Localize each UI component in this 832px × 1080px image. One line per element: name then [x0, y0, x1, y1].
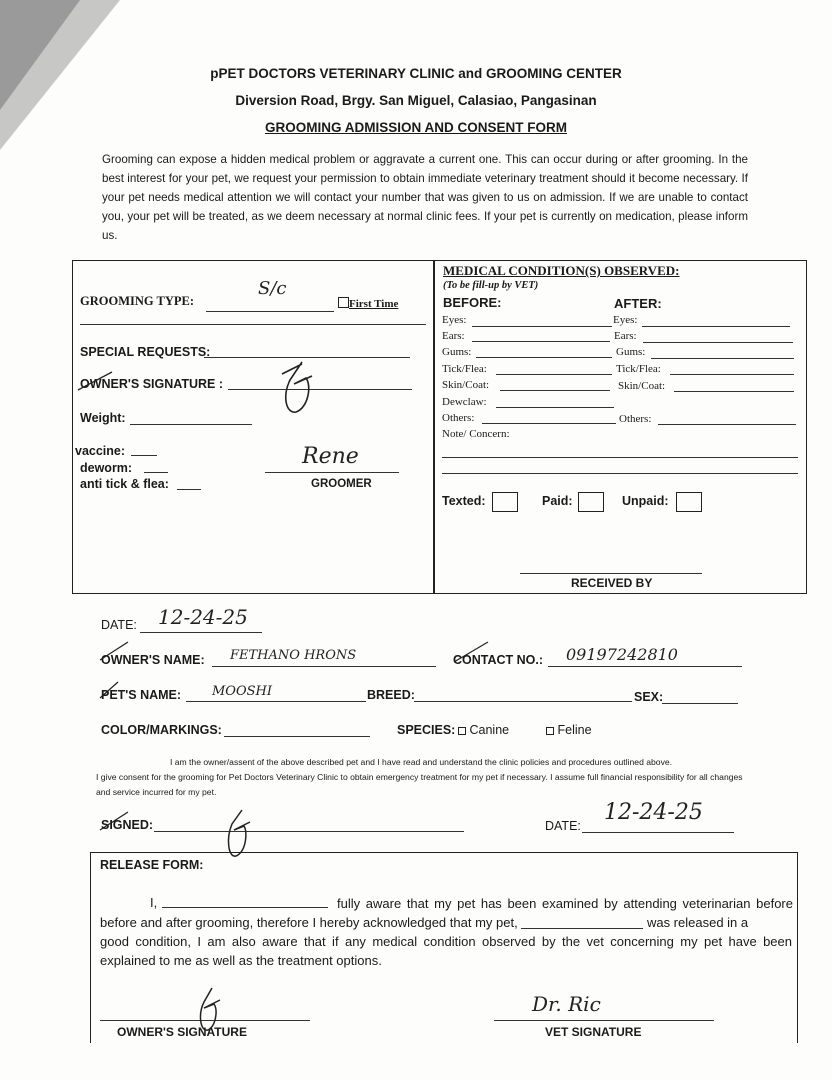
consent-text-1: I am the owner/assent of the above described pet and I have read and understand the clinic policies and procedures outlined above. — [169, 757, 673, 767]
owner-name-strike — [98, 640, 132, 662]
feline-label: Feline — [557, 723, 592, 737]
note-line-1[interactable] — [442, 457, 798, 458]
before-eyes-label: Eyes: — [442, 314, 467, 326]
deworm-label: deworm: — [80, 461, 133, 475]
anti-tick-field[interactable] — [177, 489, 201, 490]
before-gums-label: Gums: — [442, 346, 472, 358]
unpaid-label: Unpaid: — [622, 494, 669, 508]
after-tickflea-field[interactable] — [670, 374, 794, 375]
release-i-label: I, — [150, 895, 158, 910]
contact-field[interactable] — [548, 666, 742, 667]
after-label: AFTER: — [614, 296, 662, 311]
form-title: GROOMING ADMISSION AND CONSENT FORM — [265, 120, 567, 135]
after-gums-label: Gums: — [616, 346, 646, 358]
owner-signature-label: OWNER'S SIGNATURE : — [80, 377, 224, 391]
date-label: DATE: — [101, 618, 137, 632]
contact-label: CONTACT NO.: — [453, 653, 544, 667]
weight-field[interactable] — [130, 424, 252, 425]
paid-box[interactable] — [578, 492, 604, 512]
vaccine-field[interactable] — [131, 455, 157, 456]
breed-label: BREED: — [367, 688, 415, 702]
admission-box — [72, 260, 807, 594]
breed-field[interactable] — [414, 701, 632, 702]
before-skincoat-label: Skin/Coat: — [442, 379, 490, 391]
grooming-type-field[interactable] — [206, 311, 334, 312]
received-by-field[interactable] — [520, 573, 702, 574]
signed-label: SIGNED: — [101, 818, 154, 832]
after-others-field[interactable] — [658, 424, 796, 425]
paid-label: Paid: — [542, 494, 573, 508]
before-eyes-field[interactable] — [472, 326, 612, 327]
release-text-a: fully aware that my pet has been examined by attending veterinarian before — [337, 896, 793, 911]
medical-title: MEDICAL CONDITION(S) OBSERVED: — [443, 263, 680, 278]
texted-label: Texted: — [442, 494, 486, 508]
feline-option[interactable] — [546, 723, 592, 737]
grooming-type-label: GROOMING TYPE: — [80, 294, 195, 308]
pet-name-value: MOOSHI — [212, 684, 273, 699]
before-gums-field[interactable] — [476, 357, 612, 358]
medical-subtitle: (To be fill-up by VET) — [443, 280, 539, 291]
special-requests-label: SPECIAL REQUESTS: — [80, 345, 211, 359]
before-tickflea-label: Tick/Flea: — [442, 363, 487, 375]
before-ears-field[interactable] — [472, 341, 610, 342]
consent-text-2: I give consent for the grooming for Pet Doctors Veterinary Clinic to obtain emergency treatment for my pet if necessary. I assume full financial responsibility for all changes and service incurred for my pet. — [96, 772, 743, 797]
before-others-label: Others: — [442, 412, 475, 424]
note-concern-label: Note/ Concern: — [442, 428, 510, 440]
groomer-field[interactable] — [265, 472, 399, 473]
sex-label: SEX: — [634, 690, 664, 704]
received-by-label: RECEIVED BY — [571, 576, 653, 590]
sex-field[interactable] — [662, 703, 738, 704]
weight-label: Weight: — [80, 411, 126, 425]
vet-signature-value: Dr. Ric — [532, 992, 601, 1016]
release-text-a-cont: before and after grooming, therefore I hereby acknowledged that my pet, — [100, 915, 518, 930]
after-ears-field[interactable] — [643, 342, 793, 343]
anti-tick-label: anti tick & flea: — [80, 477, 169, 491]
consent-date-label: DATE: — [545, 819, 581, 833]
release-name-field[interactable] — [162, 907, 328, 908]
after-eyes-label: Eyes: — [613, 314, 638, 326]
vet-sign-label: VET SIGNATURE — [545, 1025, 642, 1039]
owner-name-label: OWNER'S NAME: — [101, 653, 205, 667]
before-dewclaw-field[interactable] — [496, 407, 614, 408]
pet-name-field[interactable] — [186, 701, 366, 702]
after-others-label: Others: — [619, 413, 652, 425]
release-text-line-1 — [337, 895, 793, 914]
unpaid-box[interactable] — [676, 492, 702, 512]
groomer-signature-value: Rene — [302, 444, 359, 469]
pet-name-label: PET'S NAME: — [101, 688, 182, 702]
before-ears-label: Ears: — [442, 330, 465, 342]
after-skincoat-label: Skin/Coat: — [618, 380, 666, 392]
release-pet-field[interactable] — [521, 928, 643, 929]
after-eyes-field[interactable] — [642, 326, 790, 327]
signed-strike — [98, 810, 132, 832]
after-skincoat-field[interactable] — [674, 391, 794, 392]
texted-box[interactable] — [492, 492, 518, 512]
contact-strike — [452, 640, 492, 664]
vaccine-label: vaccine: — [75, 444, 126, 458]
signed-field[interactable] — [154, 831, 464, 832]
canine-label: Canine — [469, 723, 510, 737]
release-text-b-rest: good condition, I am also aware that if any medical condition observed by the vet concerning my pet have been explained to me as well as the treatment options. — [100, 934, 792, 968]
owner-signature-scribble — [272, 356, 332, 418]
pet-name-strike — [98, 680, 122, 700]
canine-option[interactable] — [458, 723, 509, 737]
before-skincoat-field[interactable] — [500, 390, 610, 391]
first-time-checkbox[interactable] — [338, 297, 398, 310]
after-ears-label: Ears: — [614, 330, 637, 342]
box-divider — [433, 261, 435, 593]
clinic-address: Diversion Road, Brgy. San Miguel, Calasiao, Pangasinan — [235, 93, 597, 108]
intro-text: Grooming can expose a hidden medical problem or aggravate a current one. This can occur during or after grooming. In the best interest for your pet, we request your permission to obtain immediate veterinary treatment should it become necessary. If your pet needs medical attention we will contact your number that was given to us on admission. If we are unable to contact you, your pet will be treated, as we deem necessary at normal clinic fees. If your pet is currently on medication, please inform us. — [102, 153, 748, 242]
vet-sign-field[interactable] — [494, 1020, 714, 1021]
release-title: RELEASE FORM: — [100, 858, 204, 872]
owner-name-field[interactable] — [212, 666, 436, 667]
release-owner-sign-label: OWNER'S SIGNATURE — [117, 1025, 247, 1039]
before-label: BEFORE: — [443, 295, 502, 310]
deworm-field[interactable] — [144, 472, 168, 473]
consent-date-value: 12-24-25 — [604, 800, 703, 825]
grooming-type-value: S/c — [258, 278, 287, 299]
color-label: COLOR/MARKINGS: — [101, 723, 222, 737]
date-field[interactable] — [140, 632, 262, 633]
species-label: SPECIES: — [397, 723, 456, 737]
release-text-b-start: was released in a — [646, 915, 749, 930]
contact-value: 09197242810 — [566, 645, 678, 664]
after-gums-field[interactable] — [651, 358, 794, 359]
consent-date-field[interactable] — [582, 832, 734, 833]
date-value: 12-24-25 — [158, 605, 248, 629]
groomer-label: GROOMER — [311, 478, 372, 490]
grooming-extra-line — [80, 324, 426, 325]
clinic-name: pPET DOCTORS VETERINARY CLINIC and GROOMING CENTER — [210, 66, 622, 81]
owner-strike-mark — [76, 370, 116, 392]
release-text-line-2 — [100, 914, 792, 933]
owner-name-value: FETHANO HRONS — [230, 648, 357, 663]
first-time-label: First Time — [349, 298, 399, 310]
color-field[interactable] — [224, 736, 370, 737]
before-tickflea-field[interactable] — [496, 374, 612, 375]
after-tickflea-label: Tick/Flea: — [616, 363, 661, 375]
before-others-field[interactable] — [482, 423, 616, 424]
note-line-2[interactable] — [442, 473, 798, 474]
before-dewclaw-label: Dewclaw: — [442, 396, 487, 408]
